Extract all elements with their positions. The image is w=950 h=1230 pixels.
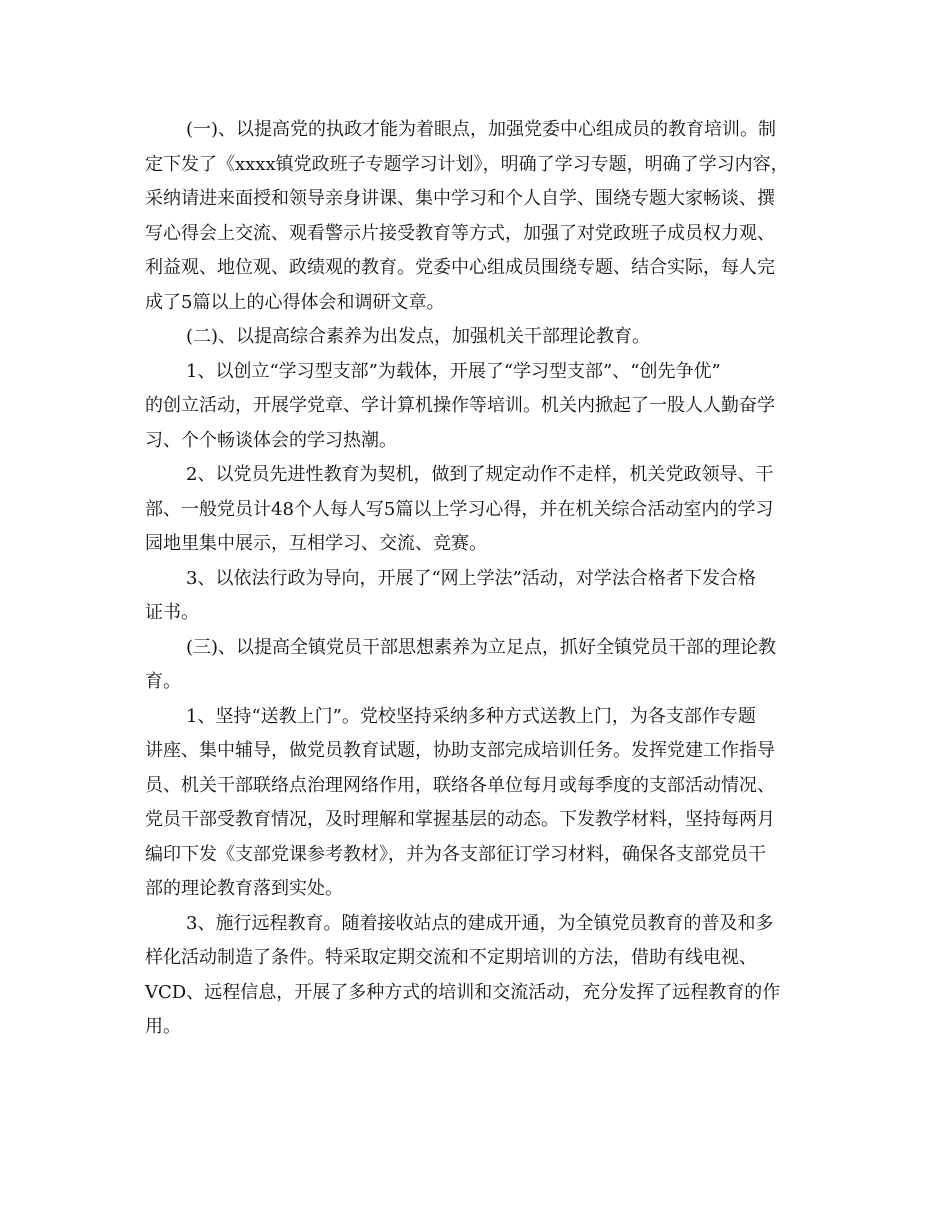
paragraph-first-line: (一)、以提高党的执政才能为着眼点，加强党委中心组成员的教育培训。制 [186, 119, 777, 140]
paragraph-line: 写心得会上交流、观看警示片接受教育等方式，加强了对党政班子成员权力观、 [145, 222, 775, 244]
paragraph-line: 成了5篇以上的心得体会和调研文章。 [145, 291, 445, 313]
paragraph-line: 园地里集中展示，互相学习、交流、竞赛。 [145, 533, 487, 554]
paragraph-line: 编印下发《支部党课参考教材》，并为各支部征订学习材料，确保各支部党员干 [145, 843, 766, 865]
paragraph-first-line: 1、坚持“送教上门”。党校坚持采纳多种方式送教上门，为各支部作专题 [186, 705, 756, 727]
paragraph-first-line: 2、以党员先进性教育为契机，做到了规定动作不走样，机关党政领导、干 [186, 464, 774, 485]
paragraph-line: 部的理论教育落到实处。 [145, 878, 343, 899]
paragraph-first-line: 1、以创立“学习型支部”为载体，开展了“学习型支部”、“创先争优” [186, 360, 721, 382]
paragraph-line: 党员干部受教育情况，及时理解和掌握基层的动态。下发教学材料，坚持每两月 [145, 809, 775, 830]
paragraph-line: 习、个个畅谈体会的学习热潮。 [145, 429, 397, 451]
paragraph-first-line: (三)、以提高全镇党员干部思想素养为立足点，抓好全镇党员干部的理论教 [186, 636, 777, 658]
paragraph-line: 定下发了《xxxx镇党政班子专题学习计划》，明确了学习专题，明确了学习内容， [145, 153, 789, 175]
paragraph-line: 讲座、集中辅导，做党员教育试题，协助支部完成培训任务。发挥党建工作指导 [145, 740, 775, 761]
paragraph-line: 的创立活动，开展学党章、学计算机操作等培训。机关内掀起了一股人人勤奋学 [145, 395, 775, 416]
paragraph-line: 采纳请进来面授和领导亲身讲课、集中学习和个人自学、围绕专题大家畅谈、撰 [145, 188, 775, 209]
paragraph-first-line: (二)、以提高综合素养为出发点，加强机关干部理论教育。 [186, 326, 651, 347]
document-body [145, 113, 810, 1045]
paragraph-line: 用。 [145, 1016, 181, 1037]
paragraph-line: 员、机关干部联络点治理网络作用，联络各单位每月或每季度的支部活动情况、 [145, 774, 775, 796]
paragraph-first-line: 3、以依法行政为导向，开展了“网上学法”活动，对学法合格者下发合格 [186, 567, 756, 589]
paragraph-line: VCD、远程信息，开展了多种方式的培训和交流活动，充分发挥了远程教育的作 [145, 981, 781, 1003]
paragraph-line: 育。 [145, 671, 181, 692]
paragraph-line: 样化活动制造了条件。特采取定期交流和不定期培训的方法，借助有线电视、 [145, 947, 757, 968]
paragraph-first-line: 3、施行远程教育。随着接收站点的建成开通，为全镇党员教育的普及和多 [186, 912, 774, 934]
paragraph-line: 利益观、地位观、政绩观的教育。党委中心组成员围绕专题、结合实际，每人完 [145, 257, 775, 278]
paragraph-line: 部、一般党员计48个人每人写5篇以上学习心得，并在机关综合活动室内的学习 [145, 498, 774, 520]
paragraph-line: 证书。 [145, 602, 199, 623]
